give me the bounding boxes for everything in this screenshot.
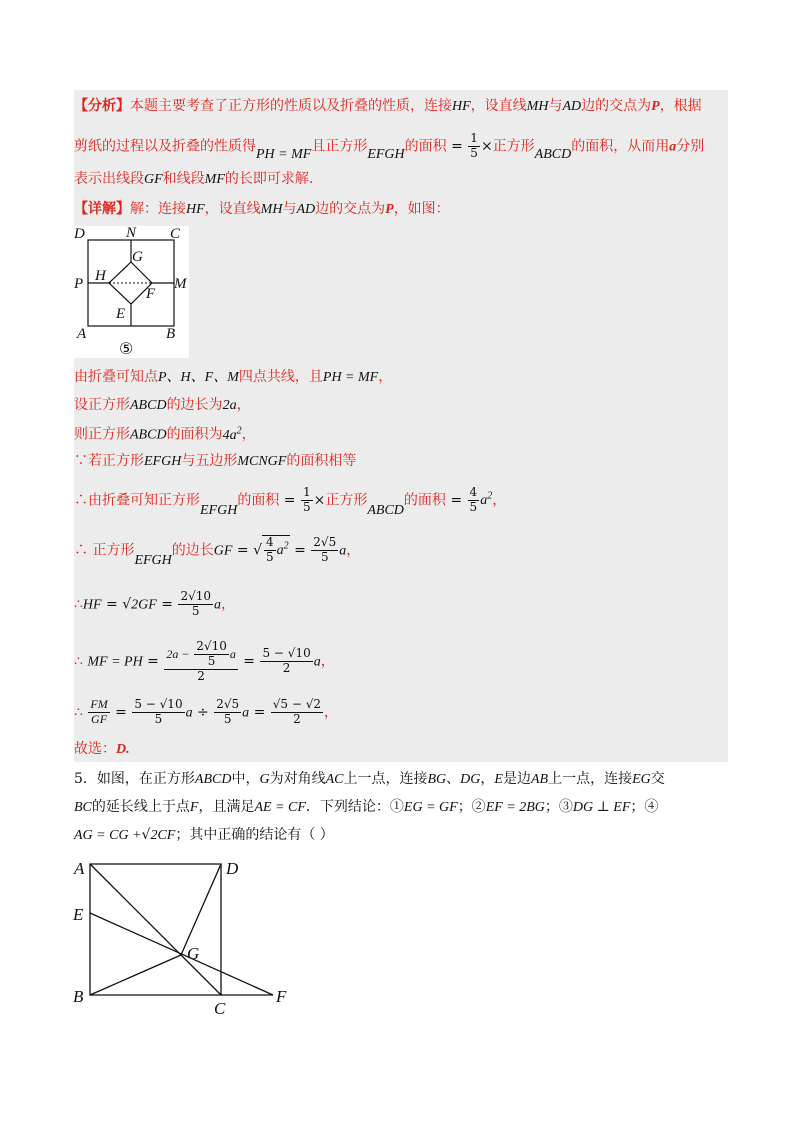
label-h: H [95, 268, 106, 284]
question5-figure [68, 852, 308, 1024]
label-p: P [74, 276, 84, 292]
analysis-text: 的面积 [404, 138, 447, 155]
math-mf: MF [204, 172, 225, 187]
question5-line-3: AG = CG +√2CF；其中正确的结论有（ ） [74, 827, 334, 843]
label-c: C [214, 999, 226, 1018]
detail-text: ，如图： [393, 201, 450, 217]
step-4: ∵若正方形EFGH与五边形MCNGF的面积相等 [74, 453, 357, 469]
detail-line-1 [74, 202, 450, 217]
label-e: E [73, 905, 84, 924]
detail-text: 边的交点为 [315, 201, 386, 217]
analysis-line-2: 剪纸的过程以及折叠的性质得PH = MF且正方形EFGH的面积 = $\frac{1}{5}$ ×正方形ABCD的面积，从而用a分别 [74, 131, 705, 163]
detail-text: 与 [282, 201, 297, 217]
math-abcd: ABCD [534, 147, 572, 163]
label-f: F [276, 987, 287, 1006]
step-1: 由折叠可知点P、H、F、M四点共线，且PH = MF， [74, 369, 393, 385]
math-efgh: EFGH [367, 147, 405, 163]
step-6: ∴ 正方形EFGH的边长GF = √ $\frac{4}{5}$ $a^2$ = $\frac{2√5}{5}$ a， [74, 535, 361, 569]
step-2: 设正方形ABCD的边长为2a， [74, 397, 251, 413]
math-gf: GF [144, 172, 163, 187]
label-a: A [77, 326, 87, 342]
folding-figure [74, 226, 189, 358]
detail-text: ，设直线 [204, 201, 261, 217]
analysis-text: 表示出线段 [74, 171, 144, 187]
analysis-text: ，设直线 [470, 98, 527, 114]
label-e: E [116, 306, 126, 322]
math-mh: MH [260, 202, 283, 217]
label-g: G [187, 944, 200, 963]
segment-bg [90, 955, 181, 995]
analysis-line-3 [74, 172, 313, 187]
math-ad: AD [562, 99, 582, 114]
segment-dg [181, 864, 221, 955]
label-m: M [174, 276, 187, 292]
fraction-one-fifth: $\frac{1}{5}$ [470, 131, 478, 160]
detail-text: 解：连接 [130, 201, 186, 217]
analysis-text: 的长即可求解. [224, 171, 314, 187]
question5-figure-svg [68, 852, 308, 1024]
step-choice: 故选：D. [74, 741, 130, 757]
analysis-tag: 【分析】 [74, 98, 130, 114]
math-mh: MH [526, 99, 549, 114]
question5-line-1: 5．如图，在正方形ABCD中，G为对角线AC上一点，连接BG、DG，E是边AB上一点，连接EG交 [74, 771, 665, 787]
folding-figure-svg [74, 226, 189, 358]
label-g: G [132, 249, 143, 265]
math-hf: HF [452, 99, 471, 114]
analysis-text: 分别 [676, 138, 705, 155]
math-p: P [385, 202, 394, 217]
label-c: C [170, 226, 181, 242]
analysis-text: ，根据 [659, 98, 702, 114]
analysis-text: 边的交点为 [581, 98, 652, 114]
analysis-text: 且正方形 [311, 138, 368, 155]
analysis-text: 与 [548, 98, 563, 114]
step-7: ∴HF = √2GF = $\frac{2√10}{5}$ a， [74, 589, 236, 618]
analysis-text: 正方形 [492, 138, 535, 155]
label-a: A [74, 859, 85, 878]
analysis-text: 本题主要考查了正方形的性质以及折叠的性质，连接 [130, 98, 452, 114]
diagonal-ac [90, 864, 221, 995]
analysis-text: 剪纸的过程以及折叠的性质得 [74, 138, 256, 155]
step-5: ∴由折叠可知正方形EFGH的面积 = $\frac{1}{5}$ ×正方形ABCD的面积 = $\frac{4}{5}$ $a^2$， [74, 485, 507, 519]
analysis-text: 和线段 [162, 171, 205, 187]
math-p: P [651, 99, 660, 114]
math-a: a [669, 139, 677, 155]
label-b: B [166, 326, 176, 342]
math-ad: AD [296, 202, 316, 217]
detail-tag: 【详解】 [74, 201, 130, 217]
step-8: ∴ MF = PH = 2a − $\frac{2√10}{5}$ a 2 = $\frac{5 - √10}{2}$ a， [74, 639, 335, 683]
label-d: D [226, 859, 239, 878]
figure-caption: ⑤ [119, 341, 134, 358]
label-n: N [126, 226, 137, 241]
math-hf: HF [186, 202, 205, 217]
label-d: D [74, 226, 85, 242]
analysis-line-1 [74, 99, 702, 114]
step-9: ∴ $\frac{FM}{GF}$ = $\frac{5 - √10}{5}$ a ÷ $\frac{2√5}{5}$ a = $\frac{√5 - √2}{2}$ ， [74, 697, 339, 726]
label-f: F [146, 286, 156, 302]
question5-line-2: BC的延长线上于点F，且满足AE = CF．下列结论：①EG = GF；②EF = 2BG；③DG ⊥ EF；④ [74, 799, 659, 815]
math-ph-eq-mf: PH = MF [256, 147, 312, 163]
step-3: 则正方形ABCD的面积为$4a^2$， [74, 425, 256, 443]
analysis-text: 的面积，从而用 [571, 138, 670, 155]
label-b: B [73, 987, 84, 1006]
